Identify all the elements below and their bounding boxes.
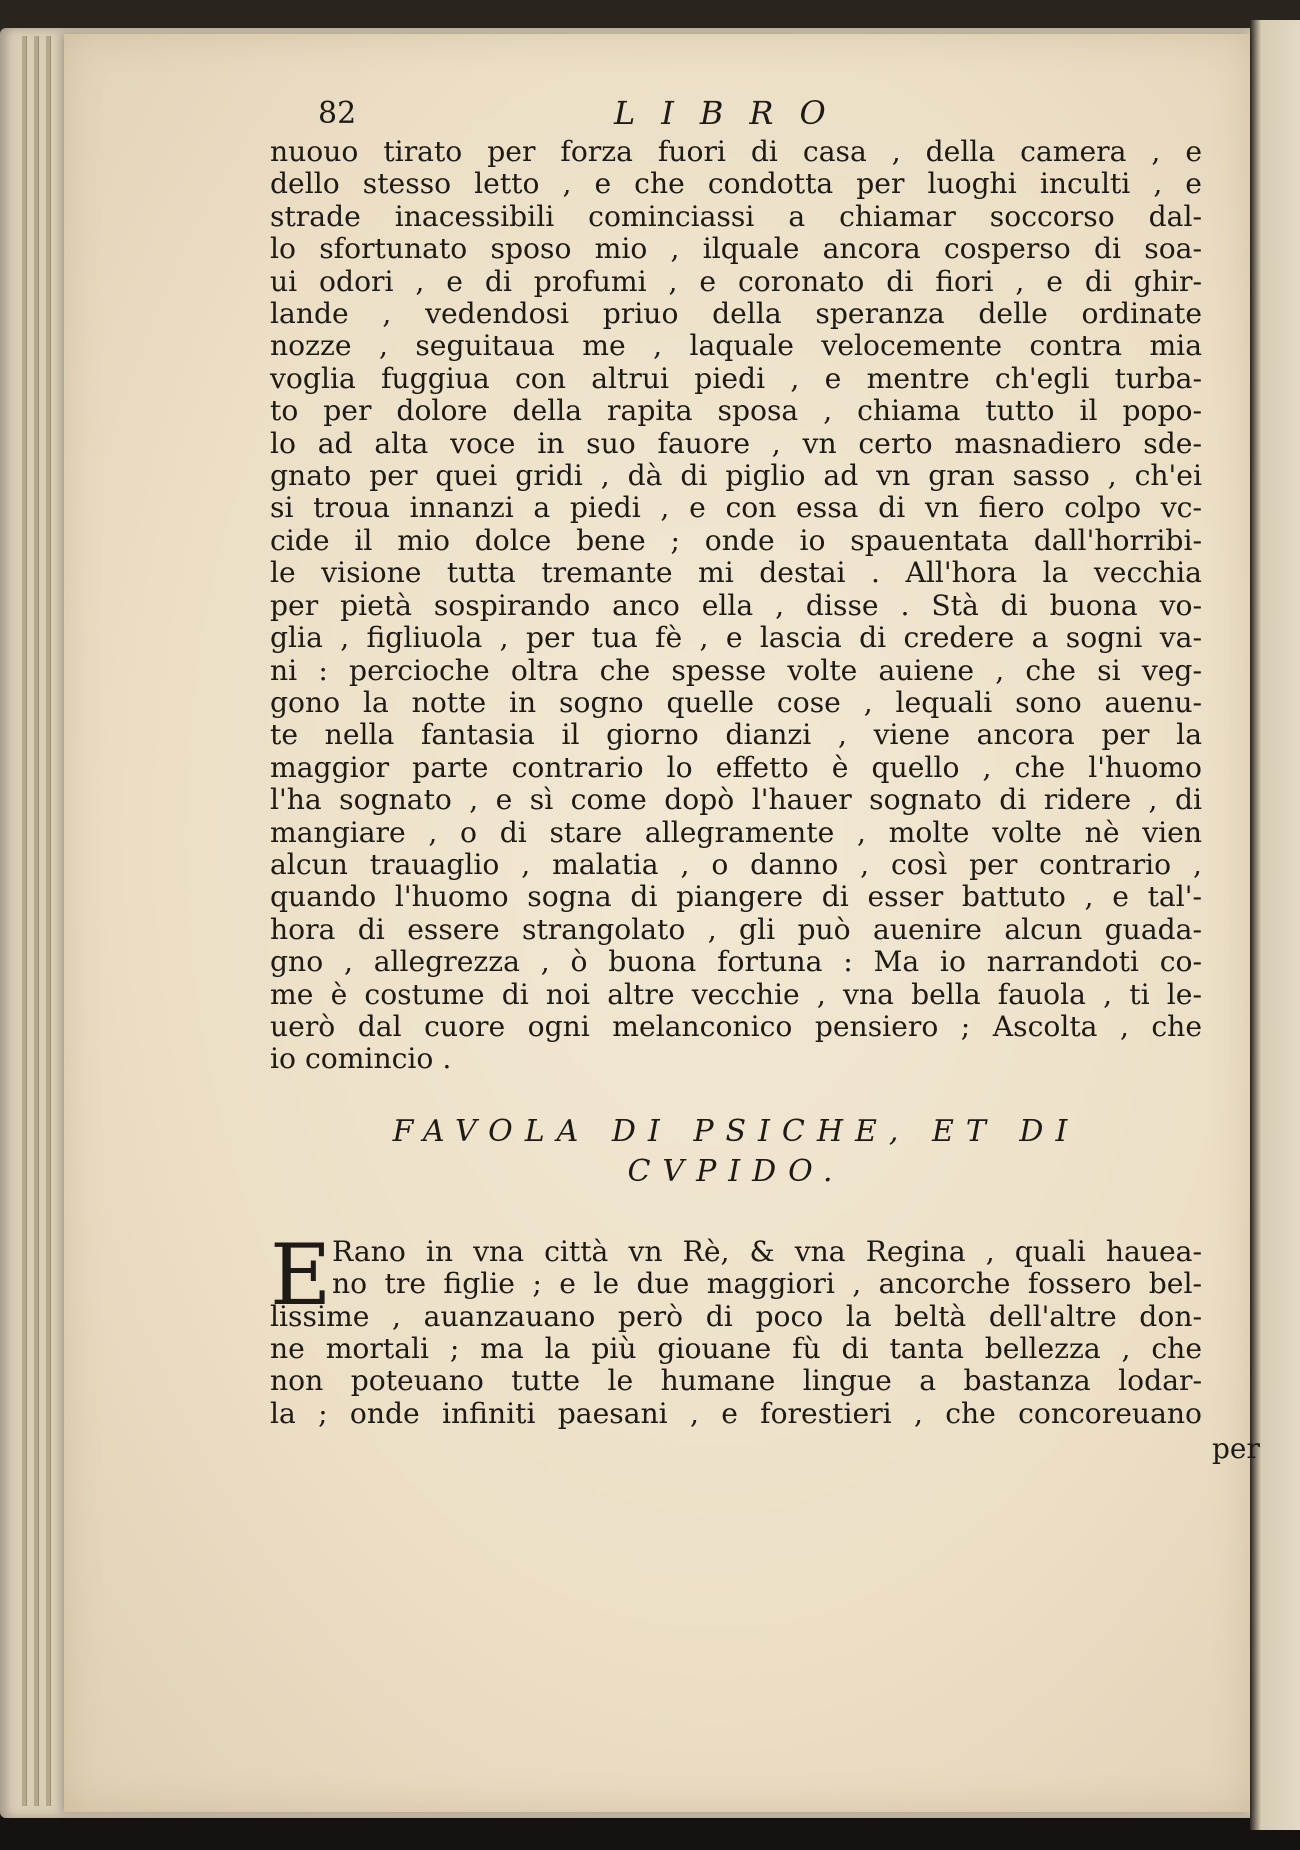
- text-line: gnato per quei gridi , dà di piglio ad vn gran sasso , ch'ei: [270, 459, 1202, 493]
- text-line: gono la notte in sogno quelle cose , lequali sono auenu-: [270, 685, 1202, 719]
- text-line: alcun trauaglio , malatia , o danno , così per contrario ,: [270, 847, 1202, 881]
- running-head: [202, 90, 1202, 136]
- text-line: nuouo tirato per forza fuori di casa , della camera , e: [270, 135, 1202, 168]
- text-line: per pietà sospirando anco ella , disse . Stà di buona vo-: [270, 588, 1202, 622]
- page-content: [202, 90, 1260, 1465]
- text-line: le visione tutta tremante mi destai . All'hora la vecchia: [270, 556, 1202, 590]
- leaf-edge: [46, 36, 51, 1806]
- text-line: quando l'huomo sogna di piangere di esser battuto , e tal'-: [270, 880, 1202, 914]
- text-line: dello stesso letto , e che condotta per luoghi inculti , e: [270, 167, 1202, 201]
- leaf-edge: [22, 36, 27, 1806]
- text-line: ui odori , e di profumi , e coronato di fiori , e di ghir-: [270, 264, 1202, 298]
- text-line: uerò dal cuore ogni melanconico pensiero ; Ascolta , che: [270, 1009, 1202, 1043]
- text-line: si troua innanzi a piedi , e con essa di vn fiero colpo vc-: [270, 491, 1202, 525]
- text-line: ne mortali ; ma la più giouane fù di tanta bellezza , che: [270, 1332, 1202, 1365]
- text-line: ni : percioche oltra che spesse volte auiene , che si veg-: [270, 653, 1202, 687]
- catchword: per: [1212, 1432, 1260, 1465]
- text-line: to per dolore della rapita sposa , chiama tutto il popo-: [270, 394, 1202, 428]
- book-page: [64, 34, 1260, 1812]
- running-title: LIBRO: [614, 94, 852, 132]
- fable-heading: [202, 1112, 1202, 1192]
- text-line: mangiare , o di stare allegramente , molte volte nè vien: [270, 815, 1202, 849]
- text-line: FAVOLA DI PSICHE, ET DI: [392, 1113, 1080, 1149]
- text-line: hora di essere strangolato , gli può auenire alcun guada-: [270, 912, 1202, 946]
- text-line: lissime , auanzauano però di poco la beltà dell'altre don-: [270, 1299, 1202, 1333]
- text-line: me è costume di noi altre vecchie , vna bella fauola , ti le-: [270, 977, 1202, 1011]
- text-line: strade inacessibili cominciassi a chiamar soccorso dal-: [270, 199, 1202, 233]
- text-line: lo sfortunato sposo mio , ilquale ancora cosperso di soa-: [270, 232, 1202, 266]
- text-line: nozze , seguitaua me , laquale velocemente contra mia: [270, 329, 1202, 363]
- text-line: CVPIDO.: [627, 1153, 845, 1189]
- text-line: gno , allegrezza , ò buona fortuna : Ma io narrandoti co-: [270, 945, 1202, 979]
- text-line: Rano in vna città vn Rè, & vna Regina , quali hauea-: [332, 1234, 1202, 1268]
- text-line: maggior parte contrario lo effetto è quello , che l'huomo: [270, 750, 1202, 784]
- text-line: te nella fantasia il giorno dianzi , viene ancora per la: [270, 718, 1202, 752]
- text-line: la ; onde infiniti paesani , e forestieri , che concoreuano: [270, 1396, 1202, 1430]
- drop-cap: E: [270, 1225, 332, 1324]
- text-line: non poteuano tutte le humane lingue a bastanza lodar-: [270, 1364, 1202, 1398]
- text-line: io comincio .: [270, 1042, 452, 1076]
- fable-paragraph: [270, 1225, 1202, 1430]
- facing-page-sliver: [1250, 20, 1300, 1830]
- page-number: 82: [318, 96, 357, 131]
- text-line: lo ad alta voce in suo fauore , vn certo masnadiero sde-: [270, 426, 1202, 460]
- text-line: lande , vedendosi priuo della speranza delle ordinate: [270, 297, 1202, 331]
- text-line: glia , figliuola , per tua fè , e lascia di credere a sogni va-: [270, 621, 1202, 655]
- body-text: [202, 136, 1202, 1076]
- text-line: voglia fuggiua con altrui piedi , e mentre ch'egli turba-: [270, 361, 1202, 395]
- text-line: no tre figlie ; e le due maggiori , ancorche fossero bel-: [332, 1267, 1202, 1301]
- leaf-edge: [34, 36, 39, 1806]
- text-line: cide il mio dolce bene ; onde io spauentata dall'horribi-: [270, 523, 1202, 557]
- text-line: l'ha sognato , e sì come dopò l'hauer sognato di ridere , di: [270, 783, 1202, 817]
